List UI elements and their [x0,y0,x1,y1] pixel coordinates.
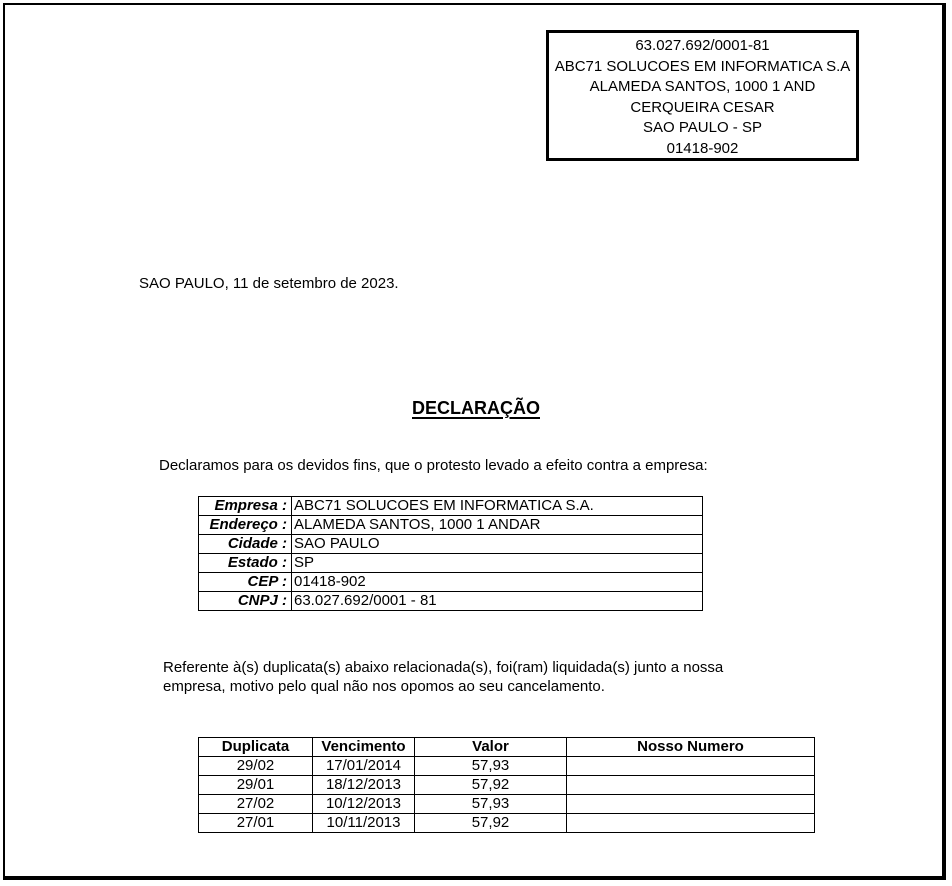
company-label: Endereço : [199,516,292,535]
address-cnpj: 63.027.692/0001-81 [635,37,770,54]
company-value: 63.027.692/0001 - 81 [292,592,703,611]
column-header-vencimento: Vencimento [313,738,415,757]
cell-nosso-numero [567,795,815,814]
company-row-empresa [199,497,703,516]
column-header-duplicata: Duplicata [199,738,313,757]
company-row-endereco [199,516,703,535]
cell-duplicata: 29/02 [199,757,313,776]
document-title-text: DECLARAÇÃO [412,398,540,418]
company-value: ABC71 SOLUCOES EM INFORMATICA S.A. [292,497,703,516]
company-label: CNPJ : [199,592,292,611]
address-company-name: ABC71 SOLUCOES EM INFORMATICA S.A [554,57,851,75]
duplicates-table [198,737,815,833]
cell-vencimento: 18/12/2013 [313,776,415,795]
address-zip: 01418-902 [666,139,739,157]
company-info-table [198,496,703,611]
table-row [199,814,815,833]
company-label: Empresa : [199,497,292,516]
duplicates-header-row [199,738,815,757]
cell-duplicata: 29/01 [199,776,313,795]
cell-valor: 57,93 [415,757,567,776]
document-title [0,398,952,419]
date-line: SAO PAULO, 11 de setembro de 2023. [139,275,399,292]
cell-valor: 57,93 [415,795,567,814]
company-row-cep [199,573,703,592]
cell-nosso-numero [567,814,815,833]
company-label: Estado : [199,554,292,573]
column-header-nosso-numero: Nosso Numero [567,738,815,757]
address-city-state: SAO PAULO - SP [643,119,762,136]
table-row [199,776,815,795]
company-row-estado [199,554,703,573]
cell-nosso-numero [567,776,815,795]
company-value: ALAMEDA SANTOS, 1000 1 ANDAR [292,516,703,535]
intro-paragraph: Declaramos para os devidos fins, que o protesto levado a efeito contra a empresa: [159,457,708,474]
company-value: SAO PAULO [292,535,703,554]
address-district: CERQUEIRA CESAR [630,98,775,116]
company-label: CEP : [199,573,292,592]
company-row-cidade [199,535,703,554]
company-value: SP [292,554,703,573]
company-value: 01418-902 [292,573,703,592]
reference-line: Referente à(s) duplicata(s) abaixo relacionada(s), foi(ram) liquidada(s) junto a nossa [163,659,724,676]
recipient-address-box [546,30,859,161]
table-row [199,795,815,814]
cell-duplicata: 27/02 [199,795,313,814]
column-header-valor: Valor [415,738,567,757]
reference-line: empresa, motivo pelo qual não nos opomos ao seu cancelamento. [163,678,605,695]
reference-paragraph [163,658,723,696]
company-row-cnpj [199,592,703,611]
cell-nosso-numero [567,757,815,776]
address-street: ALAMEDA SANTOS, 1000 1 AND [589,78,816,95]
cell-valor: 57,92 [415,814,567,833]
cell-vencimento: 17/01/2014 [313,757,415,776]
cell-vencimento: 10/12/2013 [313,795,415,814]
company-label: Cidade : [199,535,292,554]
cell-vencimento: 10/11/2013 [313,814,415,833]
table-row [199,757,815,776]
cell-duplicata: 27/01 [199,814,313,833]
cell-valor: 57,92 [415,776,567,795]
